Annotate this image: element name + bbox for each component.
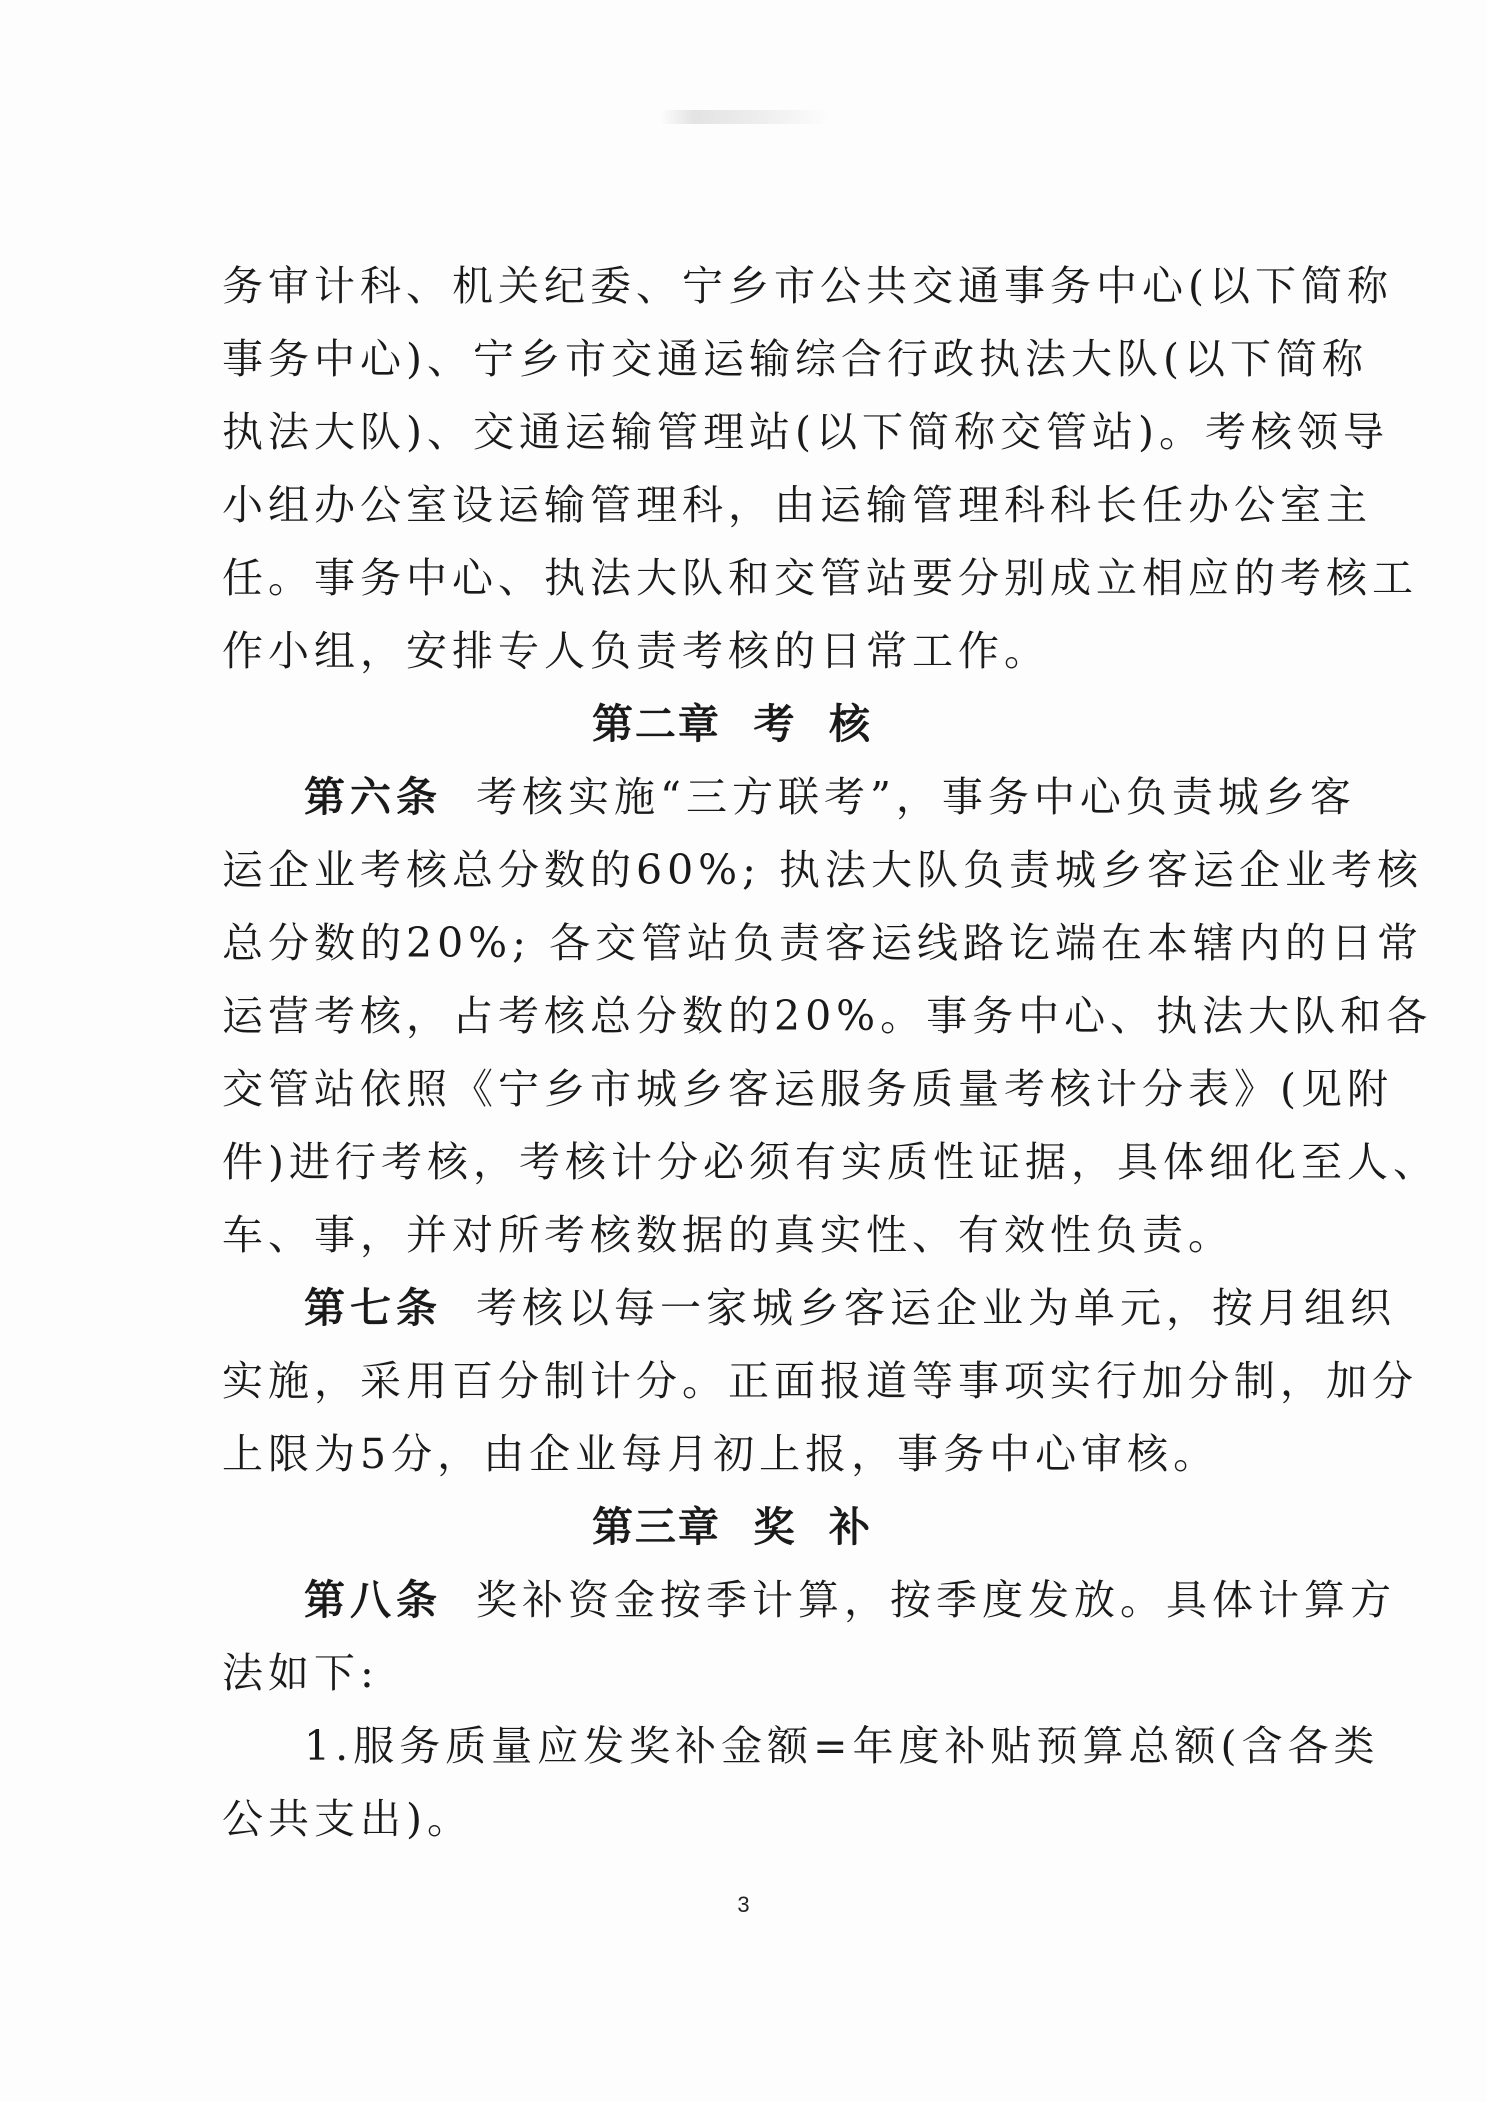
paragraph-line: 公共支出)。	[222, 1795, 473, 1843]
article-6-label: 第六条	[304, 773, 442, 821]
article-7-first-line	[222, 1272, 1396, 1345]
paragraph-line: 总分数的20%; 各交管站负责客运线路讫端在本辖内的日常	[222, 919, 1423, 967]
paragraph-line: 法如下:	[222, 1649, 379, 1697]
chapter-heading-2: 第二章 考 核	[591, 700, 873, 748]
page-number: 3	[737, 1892, 750, 1917]
article-6-first-line	[222, 761, 1356, 834]
article-7-label: 第七条	[304, 1284, 442, 1332]
document-body	[222, 250, 1439, 1856]
paragraph-line: 件)进行考核，考核计分必须有实质性证据，具体细化至人、	[222, 1138, 1439, 1186]
article-8-label: 第八条	[304, 1576, 442, 1624]
paragraph-line: 实施，采用百分制计分。正面报道等事项实行加分制，加分	[222, 1357, 1418, 1405]
paragraph-line: 运企业考核总分数的60%; 执法大队负责城乡客运企业考核	[222, 846, 1423, 894]
item-1-first-line: 1.服务质量应发奖补金额=年度补贴预算总额(含各类	[304, 1722, 1380, 1770]
paragraph-line: 作小组，安排专人负责考核的日常工作。	[222, 627, 1050, 675]
article-8-first-line	[222, 1564, 1396, 1637]
paragraph-line: 务审计科、机关纪委、宁乡市公共交通事务中心(以下简称	[222, 262, 1393, 310]
article-8-text: 奖补资金按季计算，按季度发放。具体计算方	[476, 1576, 1396, 1624]
chapter-heading-3: 第三章 奖 补	[591, 1503, 873, 1551]
paragraph-line: 任。事务中心、执法大队和交管站要分别成立相应的考核工	[222, 554, 1418, 602]
paragraph-line: 运营考核，占考核总分数的20%。事务中心、执法大队和各	[222, 992, 1433, 1040]
paragraph-line: 事务中心)、宁乡市交通运输综合行政执法大队(以下简称	[222, 335, 1368, 383]
paragraph-line: 交管站依照《宁乡市城乡客运服务质量考核计分表》(见附	[222, 1065, 1393, 1113]
scan-artifact	[660, 110, 830, 124]
paragraph-line: 上限为5分，由企业每月初上报，事务中心审核。	[222, 1430, 1220, 1478]
article-7-text: 考核以每一家城乡客运企业为单元，按月组织	[476, 1284, 1396, 1332]
article-6-text: 考核实施“三方联考”，事务中心负责城乡客	[476, 773, 1356, 821]
paragraph-line: 车、事，并对所考核数据的真实性、有效性负责。	[222, 1211, 1234, 1259]
paragraph-line: 执法大队)、交通运输管理站(以下简称交管站)。考核领导	[222, 408, 1389, 456]
paragraph-line: 小组办公室设运输管理科，由运输管理科科长任办公室主	[222, 481, 1372, 529]
